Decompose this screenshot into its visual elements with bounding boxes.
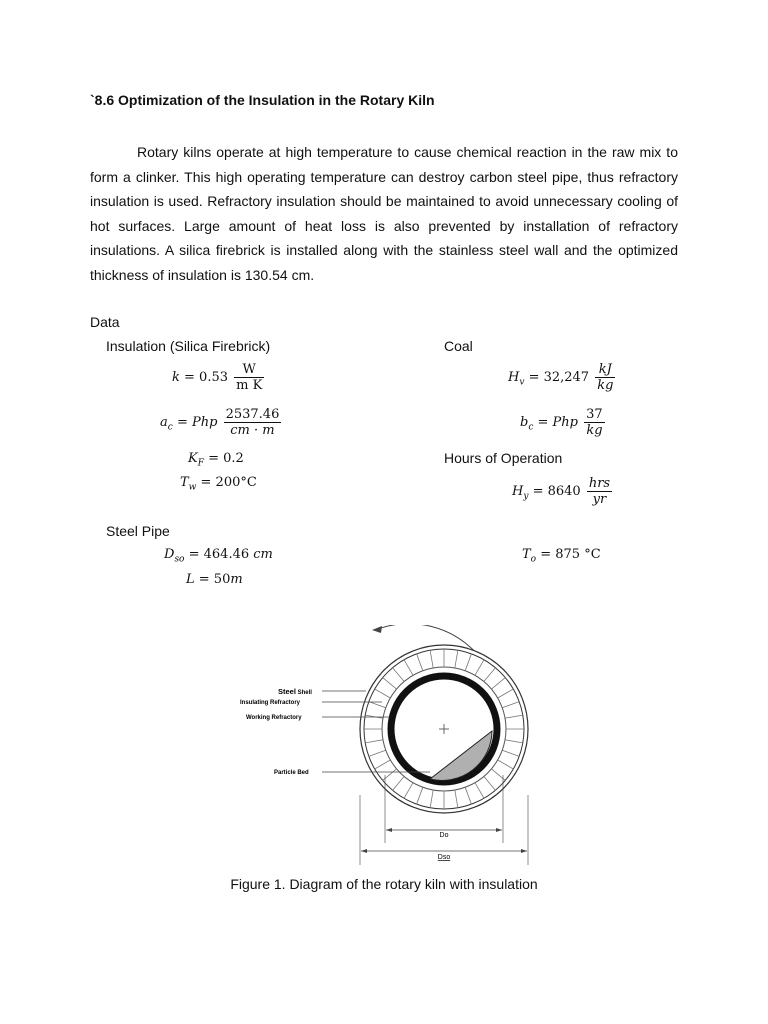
arrowhead-icon [521, 849, 527, 853]
label-insulating-refractory: Insulating Refractory [240, 700, 301, 706]
label-steel-shell: Steel Shell [278, 687, 312, 696]
label-dso: Dso [437, 854, 451, 861]
body-paragraph [90, 140, 678, 287]
eq-hours-per-year: $H_y = 8640$ $\frac{\text{hrs}}{yr}$ [512, 476, 611, 507]
paragraph-text: Rotary kilns operate at high temperature to cause chemical reaction in the raw mix to form a clinker. This high operating temperature can destroy carbon steel pipe, thus refractory insulation is used. Refractory insulation should be maintained to avoid unnecessary cooling of hot surfaces. Large amount of heat loss is also prevented by installation of refractory insulations. A silica firebrick is installed along with the stainless steel wall and the optimized thickness of insulation is 130.54 cm. [90, 144, 678, 283]
eq-operating-temperature: $T_o = 875$ °C [522, 547, 601, 565]
arrowhead-icon [386, 828, 392, 832]
arrowhead-icon [496, 828, 502, 832]
label-particle-bed: Particle Bed [274, 770, 309, 776]
eq-kf: $K_F = 0.2$ [188, 451, 244, 469]
eq-wall-temperature: $T_w = 200^\circ C$ [180, 475, 257, 493]
eq-outer-diameter: $D_{so} = 464.46$ cm [164, 547, 273, 565]
eq-insulation-cost: $a_c$ = Php $\frac{2537.46}{cm \cdot m}$ [160, 407, 280, 438]
label-working-refractory: Working Refractory [246, 715, 302, 721]
arrowhead-icon [361, 849, 367, 853]
figure-caption: Figure 1. Diagram of the rotary kiln with insulation [230, 876, 538, 892]
steel-pipe-label: Steel Pipe [106, 523, 170, 539]
insulation-label: Insulation (Silica Firebrick) [106, 338, 271, 354]
rotary-kiln-diagram [230, 625, 550, 870]
coal-label: Coal [444, 338, 473, 354]
eq-length: L = 50m [186, 572, 243, 587]
data-label: Data [90, 314, 120, 330]
section-heading: `8.6 Optimization of the Insulation in the Rotary Kiln [90, 92, 435, 108]
hours-label: Hours of Operation [444, 450, 563, 466]
eq-heating-value: $H_v = 32,247$ $\frac{kJ}{kg}$ [508, 362, 614, 393]
eq-fuel-cost: $b_c$ = Php $\frac{37}{kg}$ [520, 407, 603, 438]
label-do: Do [439, 832, 449, 839]
rotation-arrowhead-icon [372, 626, 382, 633]
eq-thermal-conductivity: k = 0.53 $\frac{W}{\text{m K}}$ [172, 362, 263, 393]
